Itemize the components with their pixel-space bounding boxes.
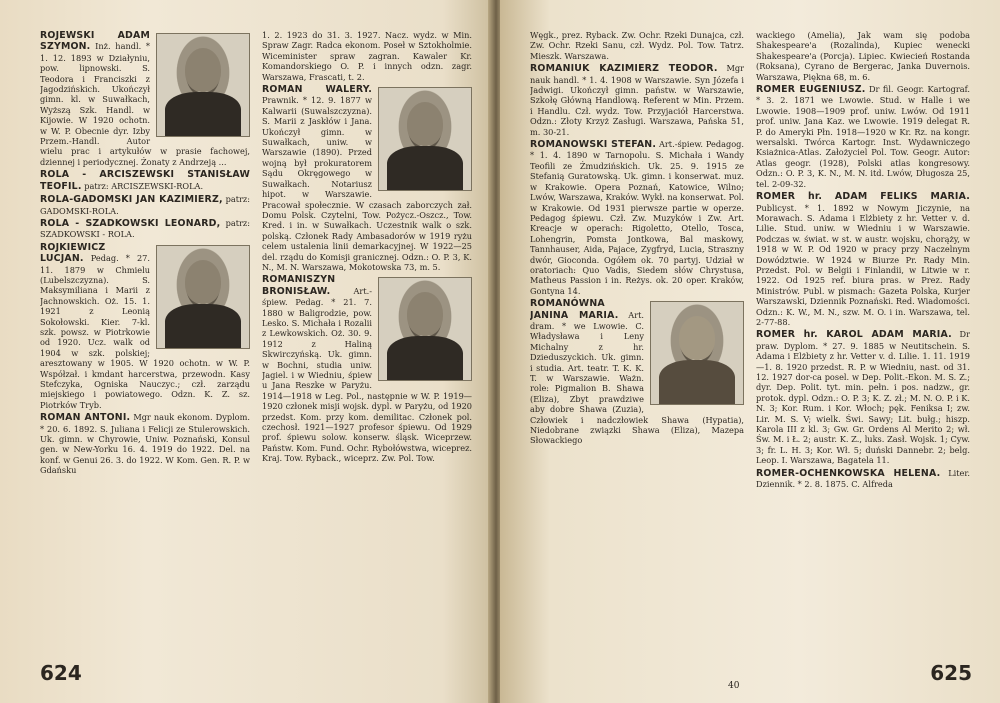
- portrait-photo: [378, 277, 472, 381]
- signature-mark: 40: [728, 681, 740, 691]
- entry-roman-walery: ROMAN WALERY. Prawnik. * 12. 9. 1877 w Kalwarii (Suwalszczyzna). S. Marii z Jaskłów i Jana. Ukończył gimn. w Suwałkach, uniw. w Warszawie (1890). Przed wojną był prokuratorem Sądu Okręgowego w Suwałkach. Notariusz hipot. w Warszawie. Pracował społecznie. W czasach zaborczych zał. Domu Polsk. Czytelni, Tow. Pożycz.-Oszcz., Tow. Kred. i in. w Suwałkach. Uczestnik walk o szk. polską. Członek Rady Ambasadorów w 1919 ryżu celem ustalenia linii demarkacyjnej. W 1922—25 del. rządu do Komisji granicznej. Odzn.: O. P. 3, K. N., M. N. Warszawa, Mokotowska 73, m. 5.: [262, 84, 472, 272]
- entry-romer-adam: ROMER hr. ADAM FELIKS MARIA. Publicyst. * 1. 1892 w Nowym Jiczynie, na Morawach. S. Adama i Elżbiety z hr. Vetter v. d. Lilie. Stud. uniw. w Wiedniu i w Warszawie. Podczas w. świat. w st. w austr. wojsku, chorąży, w 1918 w W. P. Od 1920 w pracy przy Naczelnym Dowództwie. W 1924 w Biurze Pr. Rady Min. Przedst. Pol. w Belgii i Finlandii, w Litwie w r. 1922. Od 1925 ref. biura pras. w Prez. Rady Ministrów. Publ. w pismach: Gazeta Polska, Kurjer Warszawski, Dziennik Poznański. Red. Wiadomości. Odzn.: K. W., M. N., szw. M. O. i in. Warszawa, tel. 2-77-88.: [756, 191, 970, 327]
- entry-rola-arciszewski: ROLA - ARCISZEWSKI STANISŁAW TEOFIL. patrz: ARCISZEWSKI-ROLA.: [40, 169, 250, 192]
- entry-roman-antoni: ROMAN ANTONI. Mgr nauk ekonom. Dyplom. * 20. 6. 1892. S. Juliana i Felicji ze Stulerowskich. Uk. gimn. w Chyrowie, Uniw. Poznański, Konsul gen. w New-Yorku 16. 4. 1919 do 1922. Del. na konf. w Genui 26. 3. do 1922. W Kom. Gen. R. P. w Gdańsku: [40, 412, 250, 476]
- page-number-right: 625: [930, 661, 972, 685]
- entry-romanowna: ROMANÓWNA JANINA MARIA. Art. dram. * we Lwowie. C. Władysława i Leny Michalny z hr. Dzieduszyckich. Uk. gimn. i studia. Art. teatr. T. K. K. T. w Warszawie. Ważn. role: Pigmalion B. Shawa (Eliza), Zbyt prawdziwe aby dobre Shawa (Zuzia), Człowiek i nadczłowiek Shawa (Hypatia), Niedobrane związki Shawa (Eliza), Mazepa Słowackiego: [530, 298, 744, 446]
- right-column-1: [530, 30, 744, 648]
- entry-rojkiewicz: ROJKIEWICZ LUCJAN. Pedag. * 27. 11. 1879 w Chmielu (Lubelszczyzna). S. Maksymiliana i Marii z Jachnowskich. Oż. 15. 1. 1921 z Leonią Sokołowski. Kier. 7-kl. szk. powsz. w Piotrkowie od 1920. Ucz. walk od 1904 w szk. polskiej; aresztowany w 1905. W 1920 ochotn. w W. P. Współzał. i kmdant harcerstwa, przewodn. Kasy Stefczyka, Ogniska Nauczyc.; czł. zarządu miejskiego i powiatowego. Odzn. K. Z. sz. Piotrków Tryb.: [40, 241, 250, 410]
- entry-continuation: 1. 2. 1923 do 31. 3. 1927. Nacz. wydz. w Min. Spraw Zagr. Radca ekonom. Poseł w Sztokholmie. Wiceminister spraw zagran. Kawaler Kr. Komandorskiego O. P. i innych odzn. zagr. Warszawa, Frascati, t. 2.: [262, 30, 472, 82]
- right-page: [500, 0, 1000, 703]
- entry-rola-gadomski: ROLA-GADOMSKI JAN KAZIMIERZ, patrz: GADOMSKI-ROLA.: [40, 194, 250, 216]
- entry-romanowski: ROMANOWSKI STEFAN. Art.-śpiew. Pedagog. * 1. 4. 1890 w Tarnopolu. S. Michała i Wandy Teofili ze Żmudzińskich. Uk. 25. 9. 1915 ze Stefanią Guratowską. Uk. gimn. i konserwat. muz. w Krakowie. Opera Poznań, Katowice, Wilno; Lwów, Warszawa, Kraków. Wykł. na konserwat. Pol. w Krakowie. Od 1931 pierwsze partie w operze. Pedagog śpiewu. Czł. Zw. Muzyków i Zw. Art. Kreacje w operach: Rigoletto, Otello, Tosca, Lohengrin, Pomsta Jontkowa, Bal maskowy, Tannhauser, Aida, Pajace, Zygfryd, Lucia, Straszny dwór, Gioconda. Ogółem ok. 70 partyj. Udział w oratoriach: Quo Vadis, Siedem słów Chrystusa, Matheus Passion i in. Reżys. ok. 20 oper. Kraków, Gontyna 14.: [530, 139, 744, 296]
- entry-continuation: wackiego (Amelia), Jak wam się podoba Shakespeare'a (Rozalinda), Kupiec wenecki Shakespeare'a (Porcja). Lipiec. Kwiecień Rostanda (Roksana), Cyrano de Bergerac, Janka Duvernois. Warszawa, Piękna 68, m. 6.: [756, 30, 970, 82]
- portrait-photo: [650, 301, 744, 405]
- left-column-2: [262, 30, 472, 648]
- right-column-2: [756, 30, 970, 648]
- portrait-photo: [156, 245, 250, 349]
- entry-continuation: Węgk., prez. Ryback. Zw. Ochr. Rzeki Dunajca, czł. Zw. Ochr. Rzeki Sanu, czł. Wydz. Pol. Tow. Tatrz. Mieszk. Warszawa.: [530, 30, 744, 61]
- left-page: [0, 0, 492, 703]
- entry-rola-szadkowski: ROLA - SZADKOWSKI LEONARD, patrz: SZADKOWSKI - ROLA.: [40, 217, 250, 240]
- entry-romer-ochenkowska: ROMER-OCHENKOWSKA HELENA. Liter. Dziennik. * 2. 8. 1875. C. Alfreda: [756, 467, 970, 490]
- entry-romer-karol: ROMER hr. KAROL ADAM MARIA. Dr praw. Dyplom. * 27. 9. 1885 w Neutitschein. S. Adama i Elżbiety z hr. Vetter v. d. Lilie. 1. 11. 1919—1. 8. 1920 przedst. R. P. w Wiedniu, nast. od 31. 12. 1927 dor-ca posel. w Dep. Polit.-Ekon. M. S. Z.; dyr. Dep. Polit. tyt. min. pełn. i pos. nadzw., gr. protok. dypl. Odzn.: O. P. 3; K. Z. zł.; M. N. O. P. i K. N. 3; Kor. Rum. i Kor. Włoch; pęk. Feniksa I; zw. Lir. M. S. V; wielk. Świ. Sawy; Lit. bułg.; hiszp. Karola III z kl. 3; Gw. Gr. Ordens Al Merito 2; wł. Św. M. i Ł. 2; austr. K. Z., luks. Zasł. Wojsk. 1; Cyw. 3; fr. L. H. 3; Kor. Wł. 5; duński Dannebr. 2; belg. Leop. I. Warszawa, Bagatela 11.: [756, 329, 970, 466]
- left-column-1: [40, 30, 250, 648]
- page-number-left: 624: [40, 661, 82, 685]
- entry-rojewski: ROJEWSKI ADAM SZYMON. Inż. handl. * 1. 12. 1893 w Działyniu, pow. lipnowski. S. Teodora i Franciszki z Jagodzińskich. Ukończył gimn. kl. w Suwałkach, Wyższą Szk. Handl. w Kijowie. W 1920 ochotn. w W. P. Obecnie dyr. Izby Przem.-Handl. Autor wielu prac i artykułów w prasie fachowej, dziennej i periodycznej. Żonaty z Andrzeją ...: [40, 30, 250, 167]
- portrait-photo: [378, 87, 472, 191]
- entry-romer-eugeniusz: ROMER EUGENIUSZ. Dr fil. Geogr. Kartograf. * 3. 2. 1871 we Lwowie. Stud. w Halle i we Lwowie. 1908—1909 prof. uniw. Lwów. Od 1911 prof. uniw. Jana Kaz. we Lwowie. 1919 delegat R. P. do Ameryki Płn. 1918—1920 w Kr. Rz. na kongr. wersalski. Twórca Kartogr. Inst. Wydawniczego Ksiażnica-Atlas. Założyciel Pol. Tow. Geogr. Autor: Atlas geogr. (1928), Polski atlas kongresowy. Odzn.: O. P. 3, K. N., M. N. itd. Lwów, Długosza 25, tel. 2-09-32.: [756, 84, 970, 189]
- portrait-photo: [156, 33, 250, 137]
- entry-romaniuk: ROMANIUK KAZIMIERZ TEODOR. Mgr nauk handl. * 1. 4. 1908 w Warszawie. Syn Józefa i Jadwigi. Ukończył gimn. państw. w Warszawie, Szkołę Główną Handlową. Referent w Min. Przem. i Handlu. Czł. wydz. Tow. Przyjaciół Harcerstwa. Odzn.: Złoty Krzyż Zasługi. Warszawa, Pańska 51, m. 30-21.: [530, 63, 744, 137]
- entry-romaniszyn: ROMANISZYN BRONISŁAW. Art.-śpiew. Pedag. * 21. 7. 1880 w Baligrodzie, pow. Lesko. S. Michała i Rozalii z Lewkowskich. Oż. 30. 9. 1912 z Haliną Skwirczyńską. Uk. gimn. w Bochni, studia uniw. Jagiel. i w Wiedniu, śpiew u Jana Reszke w Paryżu. 1914—1918 w Leg. Pol., następnie w W. P. 1919—1920 członek misji wojsk. dypl. w Paryżu, od 1920 przedst. Kom. przy kom. demilitac. Członek pol. czechosł. 1921—1927 profesor śpiewu. Od 1929 prof. śpiewu solow. konserw. śląsk. Wiceprzew. Państw. Kom. Fund. Ochr. Rybołówstwa, wiceprez. Kraj. Tow. Ryback., wiceprz. Zw. Pol. Tow.: [262, 274, 472, 464]
